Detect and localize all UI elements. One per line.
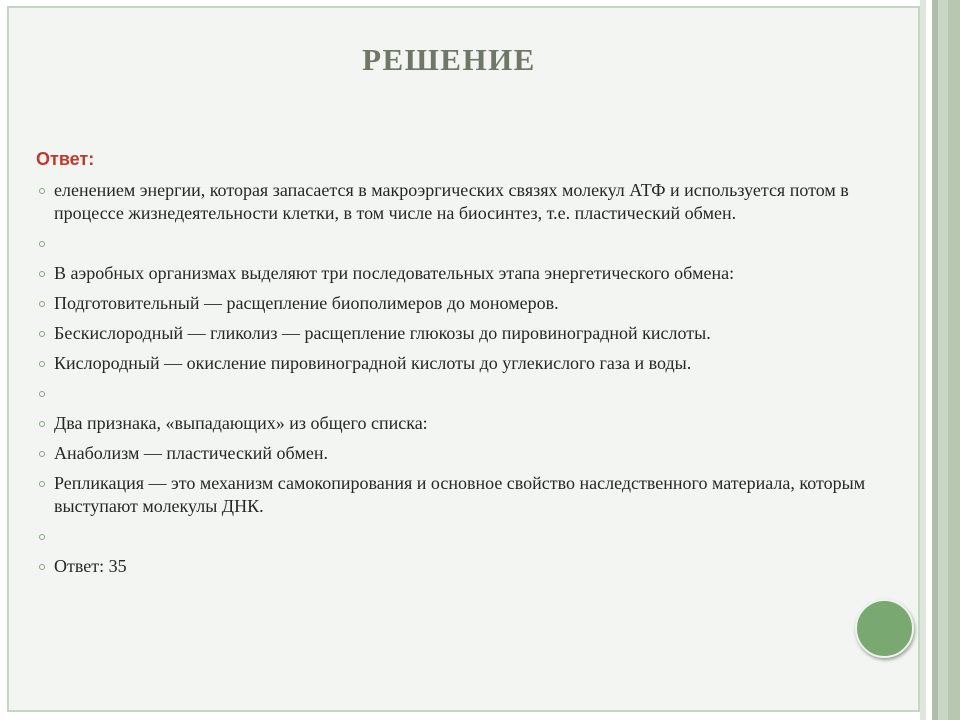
list-item	[38, 322, 888, 345]
list-item	[38, 472, 888, 518]
list-item	[38, 292, 888, 315]
bullet-icon	[39, 361, 45, 367]
bullet-icon	[39, 271, 45, 277]
bullet-icon	[39, 481, 45, 487]
list-item-text: Два признака, «выпадающих» из общего списка:	[54, 413, 428, 433]
list-item-text: В аэробных организмах выделяют три последовательных этапа энергетического обмена:	[54, 263, 735, 283]
answer-heading: Ответ:	[36, 149, 95, 169]
slide-title: РЕШЕНИЕ	[362, 42, 536, 77]
slide-frame	[7, 6, 920, 712]
list-item-text: Ответ: 35	[54, 556, 127, 576]
list-item	[38, 442, 888, 465]
list-item-text: Бескислородный — гликолиз — расщепление глюкозы до пировиноградной кислоты.	[54, 323, 711, 343]
decorative-stripe	[938, 0, 948, 720]
list-item	[38, 179, 888, 225]
bullet-icon	[39, 301, 45, 307]
bullet-icon	[39, 421, 45, 427]
list-item	[38, 352, 888, 375]
bullet-icon	[39, 188, 45, 194]
bullet-icon	[39, 534, 45, 540]
bullet-list	[38, 179, 888, 585]
list-item	[38, 232, 888, 255]
list-item	[38, 262, 888, 285]
list-item-text: Подготовительный — расщепление биополимеров до мономеров.	[54, 293, 559, 313]
decorative-circle-icon	[855, 599, 914, 658]
bullet-icon	[39, 451, 45, 457]
list-item	[38, 555, 888, 578]
bullet-icon	[39, 241, 45, 247]
bullet-icon	[39, 564, 45, 570]
decorative-stripe	[948, 0, 960, 720]
list-item	[38, 382, 888, 405]
bullet-icon	[39, 391, 45, 397]
list-item	[38, 412, 888, 435]
list-item-text: Репликация — это механизм самокопирования и основное свойство наследственного материала, которым выступают молекулы ДНК.	[54, 473, 866, 516]
list-item-text: Кислородный — окисление пировиноградной кислоты до углекислого газа и воды.	[54, 353, 692, 373]
list-item	[38, 525, 888, 548]
bullet-icon	[39, 331, 45, 337]
list-item-text: еленением энергии, которая запасается в макроэргических связях молекул АТФ и используется потом в процессе жизнедеятельности клетки, в том числе на биосинтез, т.е. пластический обмен.	[54, 180, 849, 223]
list-item-text: Анаболизм — пластический обмен.	[54, 443, 328, 463]
